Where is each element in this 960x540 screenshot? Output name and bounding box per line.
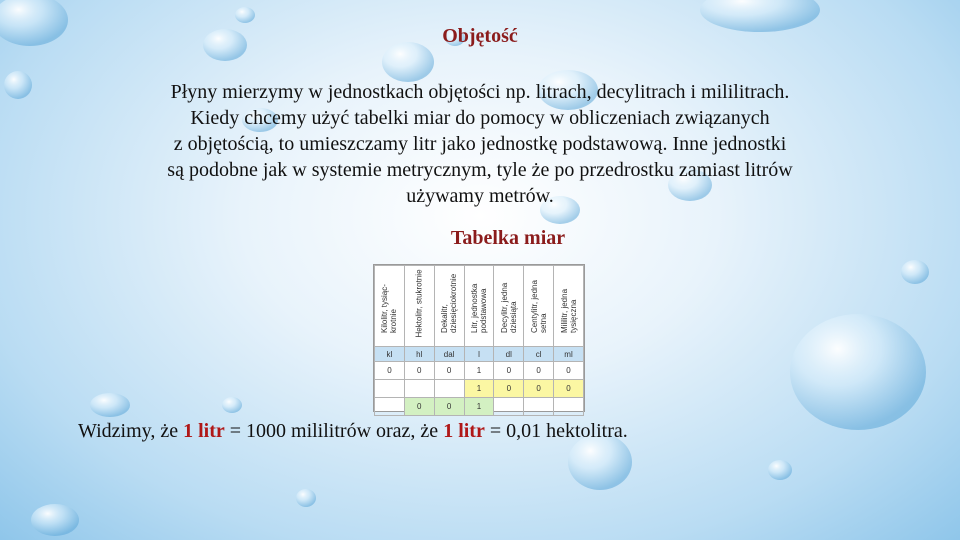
header-litr: Litr, jednostka podstawowa <box>464 266 494 347</box>
highlight-term: 1 litr <box>443 420 485 442</box>
table-cell: dl <box>494 347 524 362</box>
header-hektolitr: Hektolitr, stukrotnie <box>404 266 434 347</box>
table-row <box>375 398 584 416</box>
table-cell <box>524 398 554 416</box>
water-drop <box>296 489 316 507</box>
table-cell: 1 <box>464 380 494 398</box>
table-cell: kl <box>375 347 405 362</box>
table-cell <box>494 398 524 416</box>
water-drop <box>901 260 929 284</box>
water-drop <box>382 42 434 82</box>
table-cell: 0 <box>494 362 524 380</box>
conclusion-sentence <box>78 420 628 443</box>
table-cell: 0 <box>375 362 405 380</box>
table-row <box>375 362 584 380</box>
table-cell: 0 <box>404 362 434 380</box>
water-drop <box>4 71 32 99</box>
header-decylitr: Decylitr, jedna dziesiąta <box>494 266 524 347</box>
units-table <box>374 265 584 416</box>
table-cell: dal <box>434 347 464 362</box>
paragraph-line: Płyny mierzymy w jednostkach objętości np. litrach, decylitrach i mililitrach. <box>170 81 790 103</box>
table-cell <box>375 380 405 398</box>
header-dekalitr: Dekalitr, dziesięciokrotnie <box>434 266 464 347</box>
table-cell: 0 <box>524 380 554 398</box>
header-kilolitr: Kilolitr, tysiąc-krotnie <box>375 266 405 347</box>
table-cell: 0 <box>524 362 554 380</box>
table-cell: 0 <box>434 398 464 416</box>
water-drop <box>31 504 79 536</box>
water-drop <box>90 393 130 417</box>
table-abbreviation-row <box>375 347 584 362</box>
table-cell <box>404 380 434 398</box>
paragraph-line: Kiedy chcemy użyć tabelki miar do pomocy w obliczeniach związanych <box>190 107 770 129</box>
paragraph-line: używamy metrów. <box>406 185 554 207</box>
slide-title: Objętość <box>442 25 518 47</box>
table-cell: 0 <box>554 362 584 380</box>
table-cell <box>375 398 405 416</box>
header-mililitr: Mililitr, jedna tysięczna <box>554 266 584 347</box>
table-cell: 1 <box>464 362 494 380</box>
table-cell: 0 <box>404 398 434 416</box>
table-cell: 0 <box>434 362 464 380</box>
table-cell: 0 <box>494 380 524 398</box>
table-cell: cl <box>524 347 554 362</box>
header-centylitr: Centylitr, jedna setna <box>524 266 554 347</box>
water-drop <box>790 314 926 430</box>
conclusion-suffix: = 0,01 hektolitra. <box>484 420 628 442</box>
table-cell <box>554 398 584 416</box>
table-cell: l <box>464 347 494 362</box>
conclusion-middle: = 1000 mililitrów oraz, że <box>224 420 444 442</box>
paragraph-line: z objętością, to umieszczamy litr jako jednostkę podstawową. Inne jednostki <box>173 133 787 155</box>
water-drop <box>222 397 242 413</box>
table-subtitle: Tabelka miar <box>450 227 566 249</box>
table-cell: ml <box>554 347 584 362</box>
highlight-term: 1 litr <box>183 420 225 442</box>
table-cell: 0 <box>554 380 584 398</box>
units-table-image <box>373 264 585 412</box>
table-header-row <box>375 266 584 347</box>
table-cell: hl <box>404 347 434 362</box>
table-cell: 1 <box>464 398 494 416</box>
table-row <box>375 380 584 398</box>
table-cell <box>434 380 464 398</box>
water-drop <box>768 460 792 480</box>
intro-paragraph <box>95 79 865 209</box>
water-drop <box>235 7 255 23</box>
conclusion-prefix: Widzimy, że <box>78 420 184 442</box>
paragraph-line: są podobne jak w systemie metrycznym, tyle że po przedrostku zamiast litrów <box>167 159 793 181</box>
